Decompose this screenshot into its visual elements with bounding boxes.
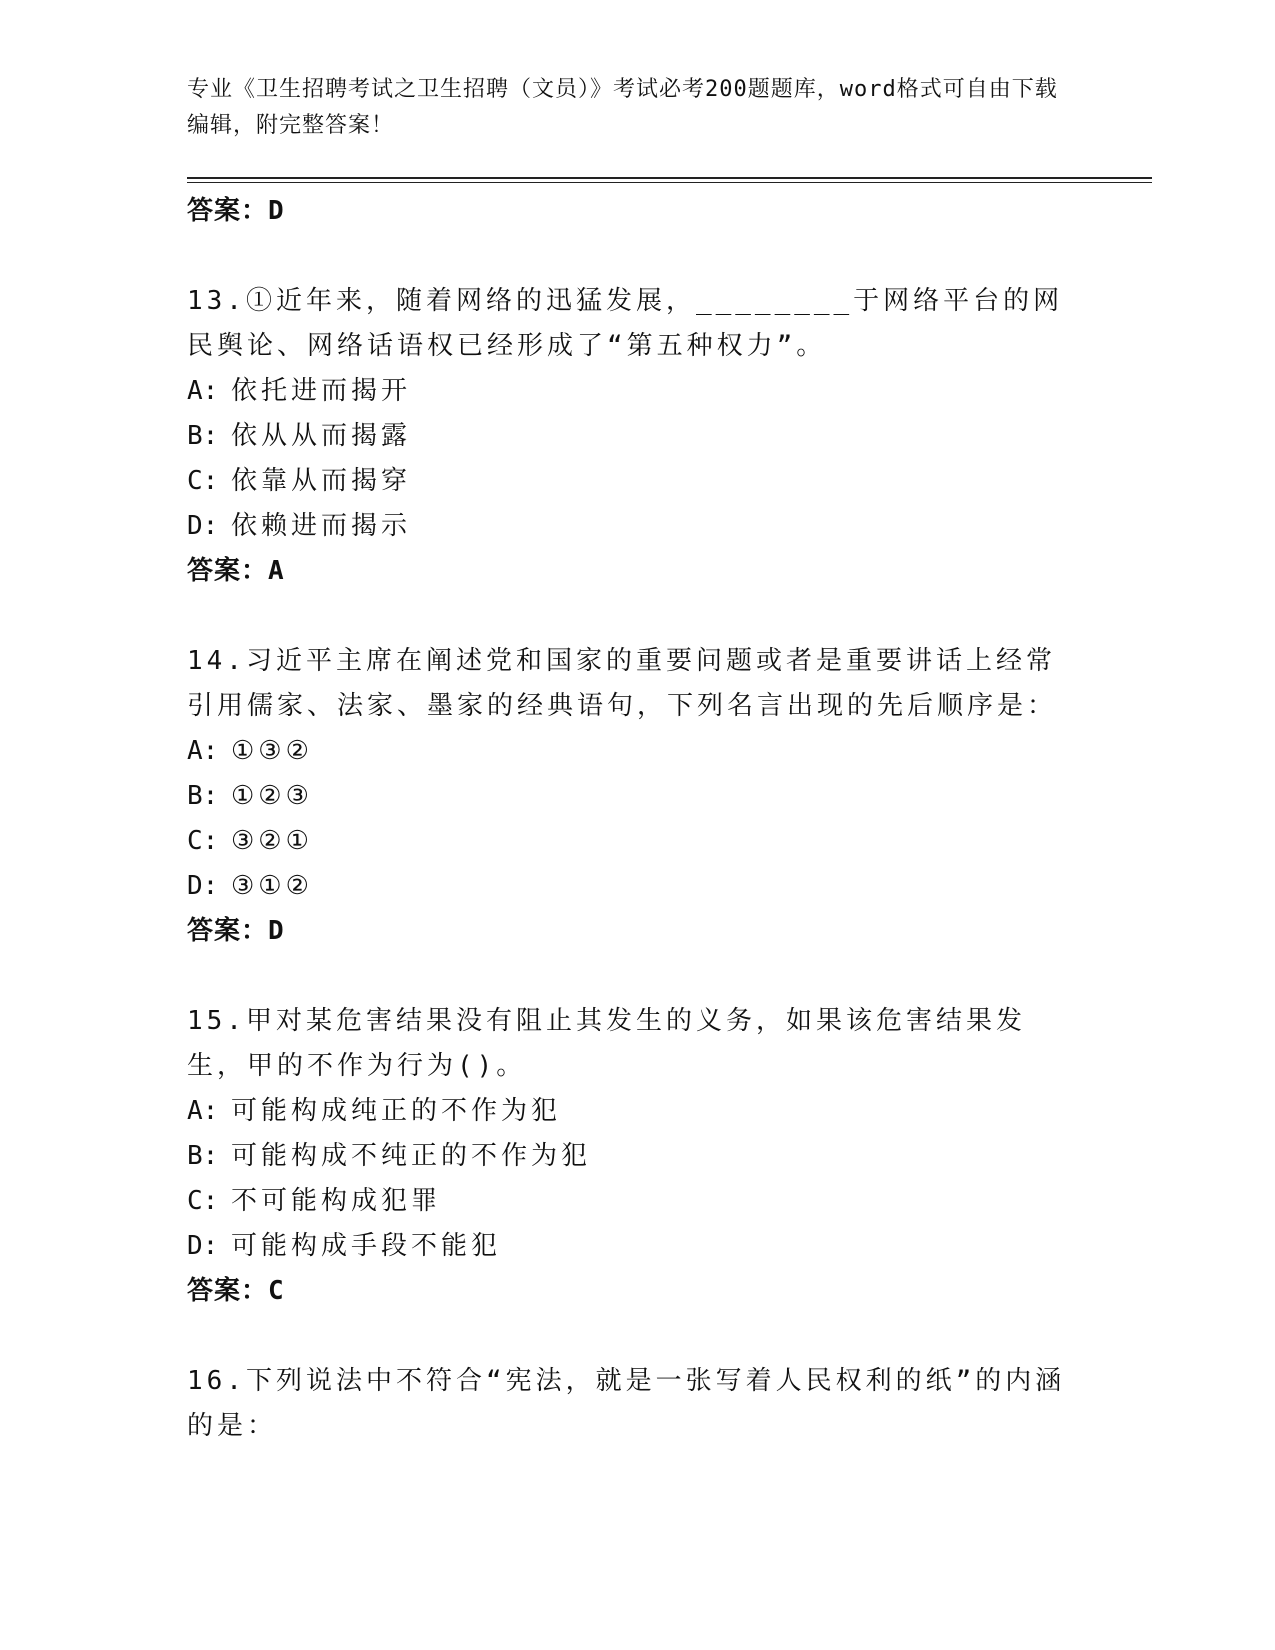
header-rule-thick bbox=[187, 177, 1152, 179]
option-key: C: bbox=[187, 826, 219, 856]
question-14-option-c bbox=[187, 819, 1067, 864]
question-14-option-b bbox=[187, 774, 1067, 819]
question-14-answer: 答案：D bbox=[187, 916, 285, 946]
question-15-option-c bbox=[187, 1179, 1067, 1224]
question-14-option-a bbox=[187, 729, 1067, 774]
answer-prev: 答案：D bbox=[187, 196, 285, 226]
option-text: ③②① bbox=[231, 826, 313, 856]
option-text: 依靠从而揭穿 bbox=[231, 466, 412, 496]
option-key: D: bbox=[187, 1231, 219, 1261]
option-text: 可能构成纯正的不作为犯 bbox=[231, 1096, 562, 1126]
question-16 bbox=[187, 1359, 1067, 1449]
option-key: A: bbox=[187, 736, 219, 766]
option-text: 不可能构成犯罪 bbox=[231, 1186, 442, 1216]
question-14-option-d bbox=[187, 864, 1067, 909]
option-text: ①②③ bbox=[231, 781, 313, 811]
question-14-text: 14.习近平主席在阐述党和国家的重要问题或者是重要讲话上经常引用儒家、法家、墨家的经典语句，下列名言出现的先后顺序是： bbox=[187, 646, 1058, 721]
header-rule-thin bbox=[187, 182, 1152, 183]
option-key: A: bbox=[187, 1096, 219, 1126]
option-text: 依托进而揭开 bbox=[231, 376, 412, 406]
option-text: ③①② bbox=[231, 871, 313, 901]
question-15-option-a bbox=[187, 1089, 1067, 1134]
question-13-option-d bbox=[187, 504, 1067, 549]
question-13-text: 13.①近年来，随着网络的迅猛发展，________于网络平台的网民舆论、网络话语权已经形成了“第五种权力”。 bbox=[187, 286, 1064, 361]
question-13-option-b bbox=[187, 414, 1067, 459]
option-key: D: bbox=[187, 511, 219, 541]
question-13-answer: 答案：A bbox=[187, 556, 285, 586]
option-key: D: bbox=[187, 871, 219, 901]
option-key: B: bbox=[187, 781, 219, 811]
page-header: 专业《卫生招聘考试之卫生招聘（文员）》考试必考200题题库，word格式可自由下载编辑，附完整答案！ bbox=[187, 77, 1058, 138]
question-15-option-d bbox=[187, 1224, 1067, 1269]
question-16-text: 16.下列说法中不符合“宪法，就是一张写着人民权利的纸”的内涵的是： bbox=[187, 1366, 1066, 1441]
question-15-option-b bbox=[187, 1134, 1067, 1179]
question-15-text: 15.甲对某危害结果没有阻止其发生的义务，如果该危害结果发生，甲的不作为行为()。 bbox=[187, 1006, 1026, 1081]
question-15 bbox=[187, 999, 1067, 1314]
option-text: 依从从而揭露 bbox=[231, 421, 412, 451]
option-text: ①③② bbox=[231, 736, 313, 766]
option-text: 可能构成手段不能犯 bbox=[231, 1231, 502, 1261]
question-13 bbox=[187, 279, 1067, 594]
question-list bbox=[187, 189, 1067, 1449]
option-key: C: bbox=[187, 466, 219, 496]
question-13-option-a bbox=[187, 369, 1067, 414]
option-key: A: bbox=[187, 376, 219, 406]
question-15-answer: 答案：C bbox=[187, 1276, 285, 1306]
question-13-option-c bbox=[187, 459, 1067, 504]
option-key: B: bbox=[187, 1141, 219, 1171]
option-text: 可能构成不纯正的不作为犯 bbox=[231, 1141, 592, 1171]
option-key: B: bbox=[187, 421, 219, 451]
option-key: C: bbox=[187, 1186, 219, 1216]
option-text: 依赖进而揭示 bbox=[231, 511, 412, 541]
question-14 bbox=[187, 639, 1067, 954]
